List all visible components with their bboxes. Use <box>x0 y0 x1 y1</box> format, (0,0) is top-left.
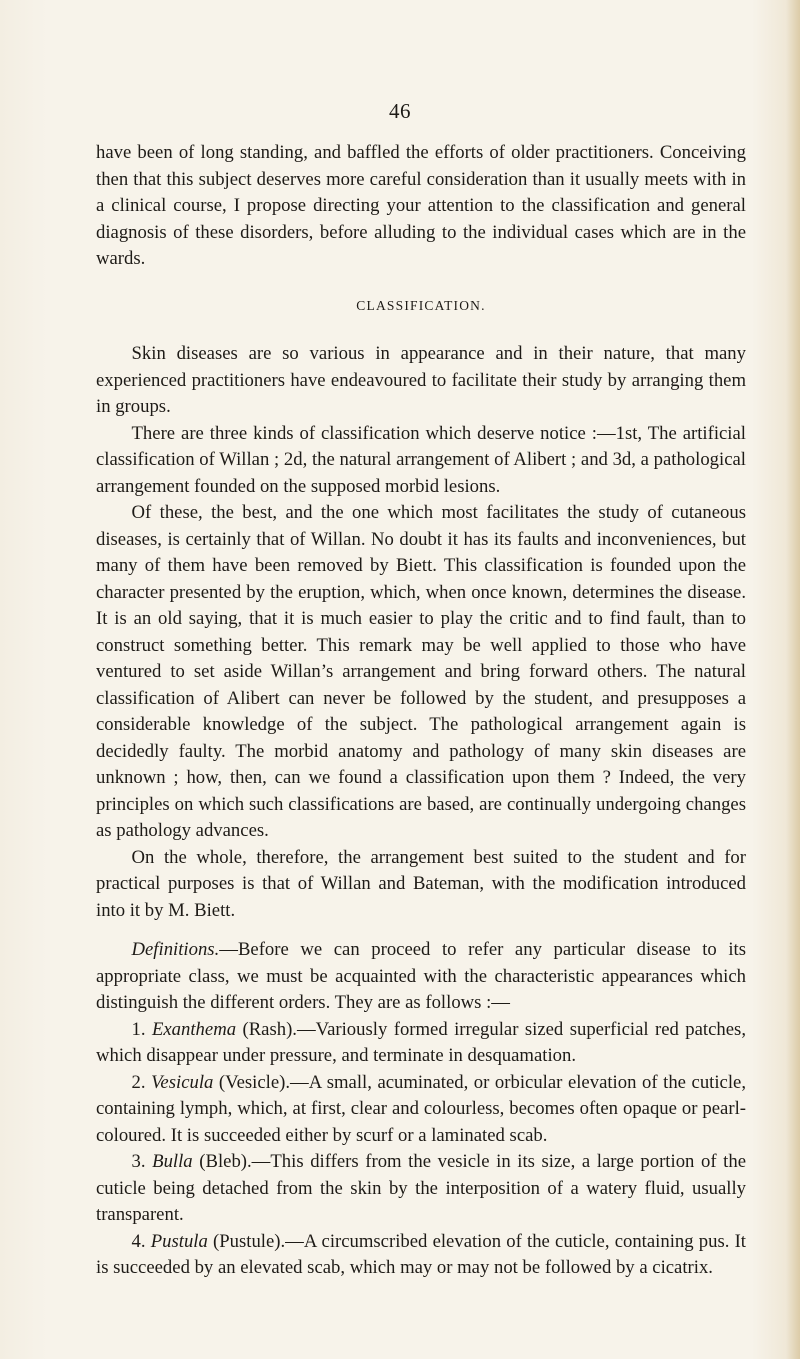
paragraph: Skin diseases are so various in appearance and in their nature, that many experienced practitioners have endeavoured to facilitate their study by arranging them in groups. <box>96 343 746 417</box>
definition-item <box>96 1017 746 1070</box>
item-number: 3. <box>131 1151 146 1172</box>
paragraph: There are three kinds of classification which deserve notice :—1st, The artificial classification of Willan ; 2d, the natural arrangement of Alibert ; and 3d, a pathological arrangement founded on the supposed morbid lesions. <box>96 422 746 497</box>
definition-item <box>96 1070 746 1150</box>
intro-paragraph: have been of long standing, and baffled the efforts of older practitioners. Conceiving then that this subject deserves more careful consideration than it usually meets with in a clinical course, I propose directing your attention to the classification and general diagnosis of these disorders, before alluding to the individual cases which are in the wards. <box>96 142 746 269</box>
item-term: Bulla <box>152 1151 193 1172</box>
definitions-term: Definitions. <box>131 939 220 960</box>
definition-item <box>96 1229 746 1282</box>
paragraph: On the whole, therefore, the arrangement best suited to the student and for practical purposes is that of Willan and Bateman, with the modification introduced into it by M. Biett. <box>96 846 746 921</box>
item-text: (Bleb).—This differs from the vesicle in its size, a large portion of the cuticle being detached from the skin by the interposition of a watery fluid, usually transparent. <box>96 1151 747 1225</box>
paragraph-gap <box>96 924 746 937</box>
item-text: (Rash).—Variously formed irregular sized superficial red patches, which disappear under pressure, and terminate in desquamation. <box>96 1018 747 1066</box>
item-number: 4. <box>131 1230 146 1252</box>
item-term: Pustula <box>150 1230 208 1252</box>
section-heading: CLASSIFICATION. <box>356 297 486 313</box>
item-text: (Vesicle).—A small, acuminated, or orbicular elevation of the cuticle, containing lymph, which, at first, clear and colourless, becomes often opaque or pearl-coloured. It is succeeded either by scurf or a laminated scab. <box>96 1071 746 1146</box>
item-term: Exanthema <box>151 1018 237 1040</box>
definition-item <box>96 1149 746 1229</box>
page-edge-stain <box>786 0 800 1359</box>
definitions-text: —Before we can proceed to refer any particular disease to its appropriate class, we must be acquainted with the characteristic appearances which distinguish the different orders. They are as follows :— <box>96 939 746 1013</box>
item-number: 2. <box>131 1071 146 1093</box>
body-text <box>96 140 746 1282</box>
item-text: (Pustule).—A circumscribed elevation of the cuticle, containing pus. It is succeeded by an elevated scab, which may or may not be followed by a cicatrix. <box>96 1230 746 1278</box>
paragraph: Of these, the best, and the one which most facilitates the study of cutaneous diseases, is certainly that of Willan. No doubt it has its faults and inconveniences, but many of them have been removed by Biett. This classification is founded upon the character presented by the eruption, which, when once known, determines the disease. It is an old saying, that it is much easier to play the critic and to find fault, than to construct something better. This remark may be well applied to those who have ventured to set aside Willan’s arrangement and bring forward others. The natural classification of Alibert can never be followed by the student, and presupposes a considerable knowledge of the subject. The pathological arrangement again is decidedly faulty. The morbid anatomy and pathology of many skin diseases are unknown ; how, then, can we found a classification upon them ? Indeed, the very principles on which such classifications are based, are continually undergoing changes as pathology advances. <box>96 502 746 841</box>
item-number: 1. <box>131 1018 146 1040</box>
item-term: Vesicula <box>151 1071 214 1093</box>
page-number: 46 <box>389 99 411 123</box>
definitions-paragraph <box>96 937 746 1017</box>
